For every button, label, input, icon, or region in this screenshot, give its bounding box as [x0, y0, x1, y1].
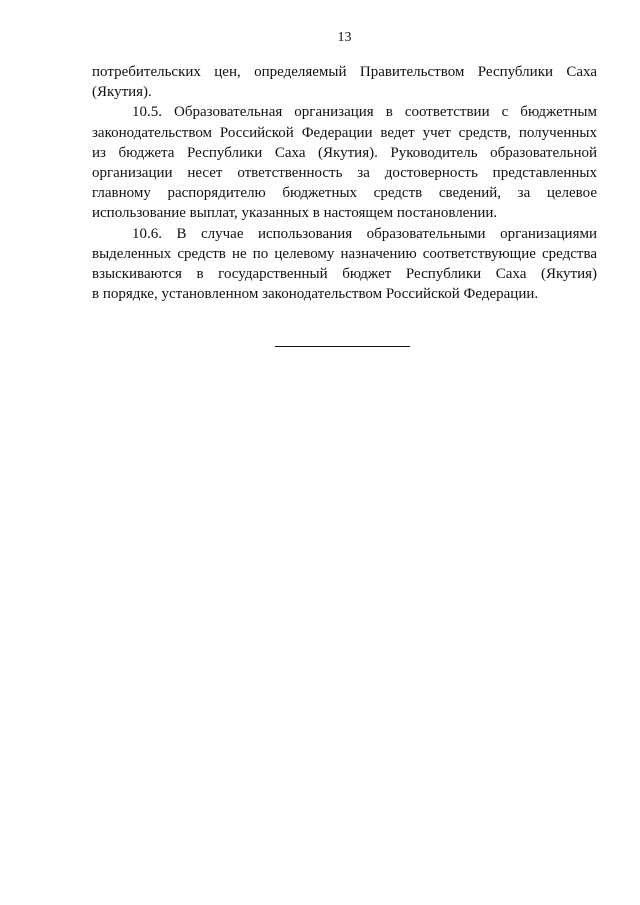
text-line: потребительских цен, определяемый Правительством Республики Саха	[92, 64, 597, 80]
text-line: главному распорядителю бюджетных средств сведений, за целевое	[92, 185, 597, 202]
text-line: в порядке, установленном законодательством Российской Федерации.	[92, 286, 539, 303]
text-line: законодательством Российской Федерации ведет учет средств, полученных	[92, 124, 597, 141]
paragraph	[92, 62, 597, 102]
text-line: 10.5. Образовательная организация в соответствии с бюджетным	[132, 104, 597, 121]
text-line: выделенных средств не по целевому назначению соответствующие средства	[92, 245, 597, 262]
text-line: 10.6. В случае использования образовательными организациями	[132, 225, 597, 242]
end-separator-line	[275, 346, 410, 347]
paragraph-10-5	[92, 102, 597, 223]
document-body	[92, 62, 597, 304]
text-line: (Якутия).	[92, 84, 152, 101]
text-line: взыскиваются в государственный бюджет Республики Саха (Якутия)	[92, 265, 597, 282]
paragraph-10-6	[92, 224, 597, 305]
text-line: организации несет ответственность за достоверность представленных	[92, 164, 597, 181]
text-line: использование выплат, указанных в настоящем постановлении.	[92, 205, 498, 222]
page-number: 13	[337, 30, 352, 45]
text-line: из бюджета Республики Саха (Якутия). Руководитель образовательной	[92, 144, 597, 161]
